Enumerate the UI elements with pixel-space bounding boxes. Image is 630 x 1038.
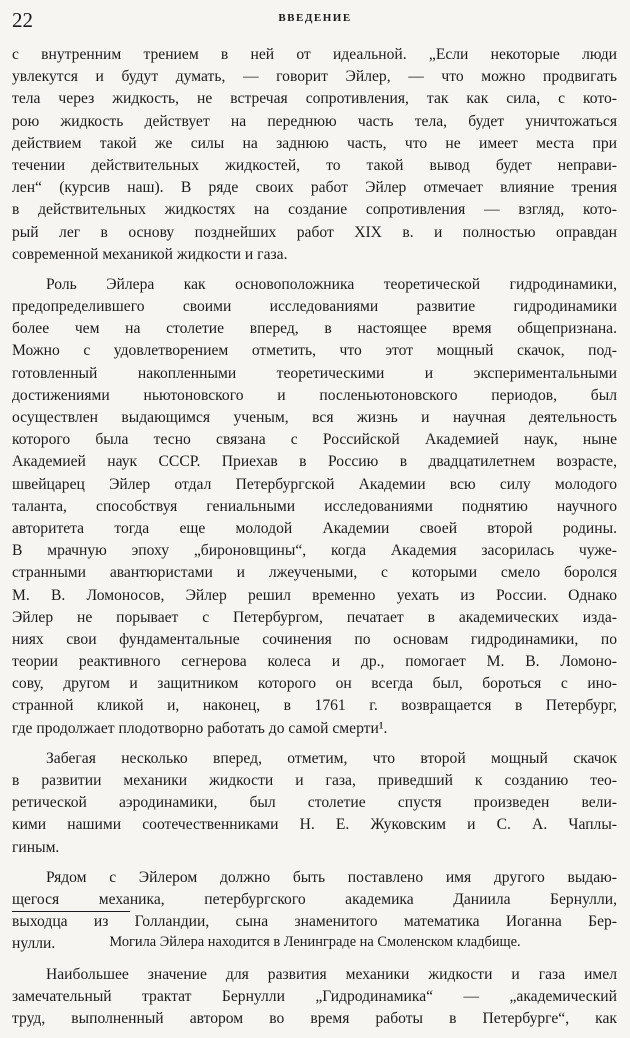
text-line: ретической аэродинамики, был столетие спустя произведен вели-: [12, 794, 617, 812]
text-line: в развитии механики жидкости и газа, приведший к созданию тео-: [12, 772, 617, 789]
text-line: которого была тесно связана с Российской Академией наук, ныне: [12, 431, 617, 449]
text-line: Можно с удовлетворением отметить, что этот мощный скачок, под-: [12, 342, 617, 360]
text-line: более чем на столетие вперед, в настоящее время общепризнана.: [12, 320, 617, 338]
text-line: Роль Эйлера как основоположника теоретической гидродинамики,: [46, 275, 617, 293]
paragraph: [12, 748, 617, 859]
text-line: с внутренним трением в ней от идеальной. „Если некоторые люди: [12, 46, 617, 63]
text-line: швейцарец Эйлер отдал Петербургской Академии всю силу молодого: [12, 475, 617, 493]
text-line: где продолжает плодотворно работать до самой смерти¹.: [12, 719, 388, 737]
text-line: Наибольшее значение для развития механики жидкости и газа имел: [46, 965, 617, 983]
running-head: ВВЕДЕНИЕ: [278, 12, 352, 24]
text-line: труд, выполненный автором во время работы в Петербурге“, как: [12, 1009, 617, 1027]
text-line: М. В. Ломоносов, Эйлер решил временно уехать из России. Однако: [12, 586, 617, 604]
text-line: тела через жидкость, не встречая сопротивления, так как сила, с кото-: [12, 90, 617, 108]
text-line: действием такой же силы на заднюю часть, что не имеет места при: [12, 134, 617, 152]
paragraph: [12, 44, 617, 266]
text-line: Эйлер не порывает с Петербургом, печатает в академических изда-: [12, 608, 617, 626]
text-line: странными авантюристами и лжеучеными, с которыми смело боролся: [12, 564, 617, 582]
text-line: Рядом с Эйлером должно быть поставлено имя другого выдаю-: [46, 868, 617, 886]
paragraph: [12, 274, 617, 740]
text-line: течении действительных жидкостей, то такой вывод будет неправи-: [12, 156, 617, 174]
page-number: 22: [12, 8, 33, 32]
text-line: Забегая несколько вперед, отметим, что второй мощный скачок: [46, 749, 617, 767]
text-line: нулли.: [12, 935, 56, 953]
text-line: готовленный накопленными теоретическими и экспериментальными: [12, 364, 617, 382]
text-line: таланта, способствуя гениальными исследованиями поднятию научного: [12, 497, 617, 515]
text-line: ниях свои фундаментальные сочинения по основам гидродинамики, по: [12, 630, 617, 648]
text-line: сову, другом и защитником которого он всегда был, бороться с ино-: [12, 675, 617, 693]
text-line: В мрачную эпоху „бироновщины“, когда Академия засорилась чуже-: [12, 542, 617, 560]
page-header: [12, 8, 618, 34]
text-line: замечательный трактат Бернулли „Гидродинамика“ — „академический: [12, 987, 617, 1005]
paragraph: [12, 964, 617, 1031]
text-line: щегося механика, петербургского академика Даниила Бернулли,: [12, 890, 617, 908]
text-line: увлекутся и будут думать, — говорит Эйлер, — что можно продвигать: [12, 68, 617, 86]
text-line: выходца из Голландии, сына знаменитого математика Иоганна Бер-: [12, 913, 617, 931]
footnote-rule: [12, 911, 130, 912]
text-line: теории реактивного сегнерова колеса и др., помогает М. В. Ломоно-: [12, 653, 617, 671]
text-line: кими нашими соотечественниками Н. Е. Жуковским и С. А. Чаплы-: [12, 816, 617, 834]
body-text: [12, 44, 617, 1038]
text-line: осуществлен выдающимся ученым, вся жизнь и научная деятельность: [12, 409, 617, 426]
text-line: странной кликой и, наконец, в 1761 г. возвращается в Петербург,: [12, 697, 617, 715]
text-line: современной механикой жидкости и газа.: [12, 245, 288, 263]
text-line: Академией наук СССР. Приехав в Россию в двадцатилетнем возрасте,: [12, 453, 617, 471]
text-line: гиным.: [12, 838, 60, 856]
text-line: лен“ (курсив наш). В ряде своих работ Эйлер отмечает влияние трения: [12, 179, 617, 197]
text-line: достижениями ньютоновского и посленьютоновского периодов, был: [12, 386, 617, 404]
text-line: рою жидкость действует на переднюю часть тела, будет уничтожаться: [12, 112, 617, 130]
text-line: рый лег в основу позднейших работ XIX в. и полностью оправдан: [12, 223, 617, 241]
text-line: предопределившего своими исследованиями развитие гидродинамики: [12, 298, 617, 316]
text-line: в действительных жидкостях на создание сопротивления — взгляд, кото-: [12, 201, 617, 219]
footnote: Могила Эйлера находится в Ленинграде на Смоленском кладбище.: [109, 934, 521, 950]
text-line: авторитета тогда еще молодой Академии своей второй родины.: [12, 519, 617, 537]
